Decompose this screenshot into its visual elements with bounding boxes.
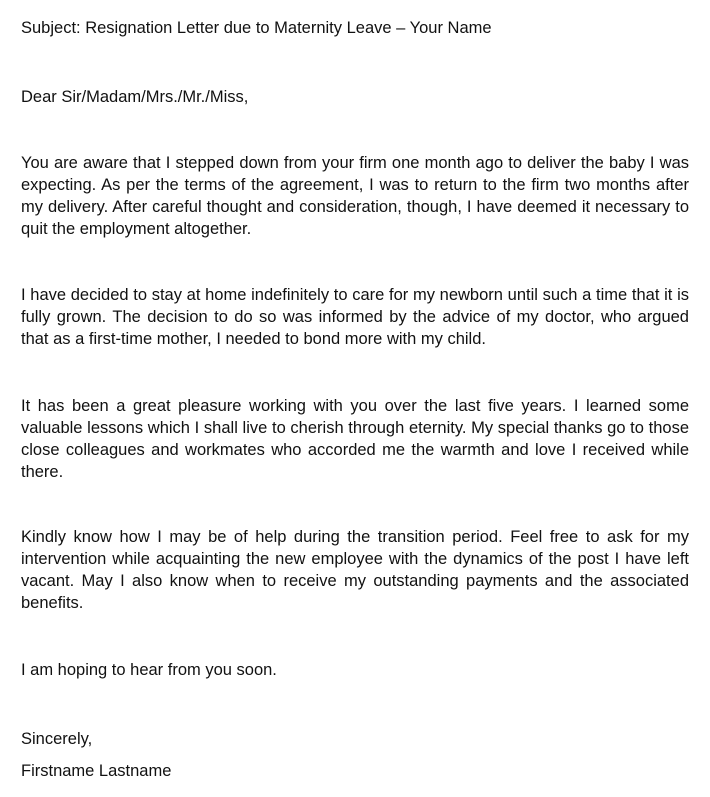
letter-paragraph: It has been a great pleasure working with you over the last five years. I learned some valuable lessons which I shall live to cherish through eternity. My special thanks go to those close colleagues and workmates who accorded me the warmth and love I received while there. — [21, 397, 689, 481]
letter-signoff: Sincerely, — [21, 730, 93, 748]
letter-greeting: Dear Sir/Madam/Mrs./Mr./Miss, — [21, 88, 249, 106]
letter-paragraph: I have decided to stay at home indefinitely to care for my newborn until such a time that it is fully grown. The decision to do so was informed by the advice of my doctor, who argued that as a first-time mother, I needed to bond more with my child. — [21, 286, 689, 348]
letter-paragraph: Kindly know how I may be of help during the transition period. Feel free to ask for my intervention while acquainting the new employee with the dynamics of the post I have left vacant. May I also know when to receive my outstanding payments and the associated benefits. — [21, 528, 689, 612]
letter-closing-line: I am hoping to hear from you soon. — [21, 661, 277, 679]
letter-subject: Subject: Resignation Letter due to Maternity Leave – Your Name — [21, 19, 492, 37]
letter-signature: Firstname Lastname — [21, 762, 172, 780]
letter-paragraph: You are aware that I stepped down from your firm one month ago to deliver the baby I was expecting. As per the terms of the agreement, I was to return to the firm two months after my delivery. After careful thought and consideration, though, I have deemed it necessary to quit the employment altogether. — [21, 154, 689, 238]
